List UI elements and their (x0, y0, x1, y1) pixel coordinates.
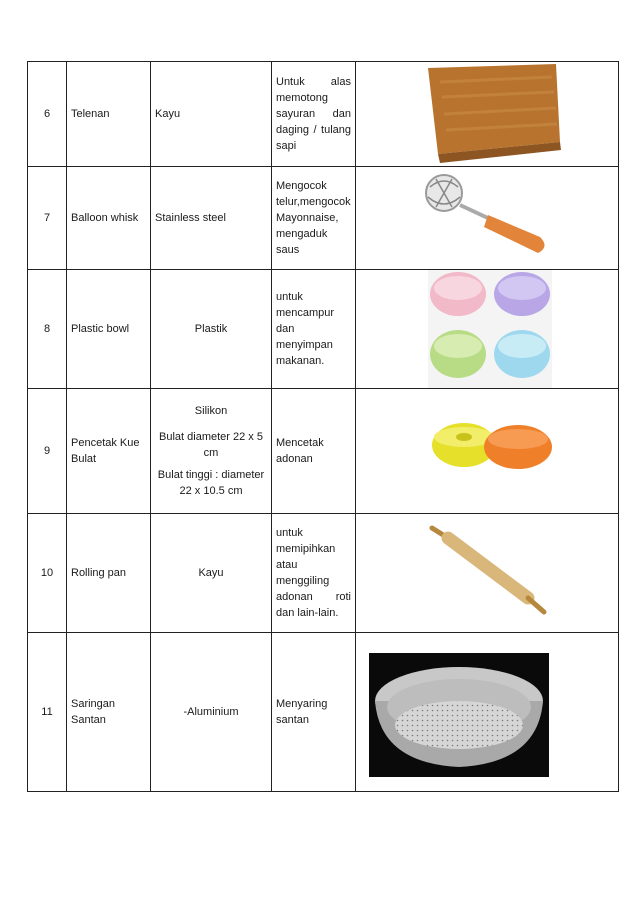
balloon-whisk-image (360, 167, 619, 269)
cutting-board-image (360, 62, 619, 166)
item-material: Kayu (151, 514, 272, 633)
equipment-table (27, 61, 619, 792)
aluminium-strainer-image (360, 633, 619, 791)
table-row (28, 62, 619, 167)
item-material: Silikon Bulat diameter 22 x 5 cm Bulat tinggi : diameter 22 x 10.5 cm (151, 389, 272, 514)
table-row (28, 167, 619, 270)
row-number: 10 (28, 514, 67, 633)
item-use: untuk memipihkan atau menggiling adonan roti dan lain-lain. (272, 514, 356, 633)
item-material: Kayu (151, 62, 272, 167)
row-number: 9 (28, 389, 67, 514)
item-name: Saringan Santan (67, 633, 151, 792)
item-material: Stainless steel (151, 167, 272, 270)
row-number: 6 (28, 62, 67, 167)
item-name: Rolling pan (67, 514, 151, 633)
item-use: Mencetak adonan (272, 389, 356, 514)
table-row (28, 270, 619, 389)
item-use: Menyaring santan (272, 633, 356, 792)
item-material: -Aluminium (151, 633, 272, 792)
table-row (28, 514, 619, 633)
item-image (356, 389, 619, 514)
row-number: 8 (28, 270, 67, 389)
item-image (356, 62, 619, 167)
item-name: Telenan (67, 62, 151, 167)
item-use: Mengocok telur,mengocok Mayonnaise, mengaduk saus (272, 167, 356, 270)
row-number: 7 (28, 167, 67, 270)
item-use: untuk mencampur dan menyimpan makanan. (272, 270, 356, 389)
item-image (356, 633, 619, 792)
item-use: Untuk alas memotong sayuran dan daging / tulang sapi (272, 62, 356, 167)
rolling-pin-image (360, 514, 619, 632)
table-row (28, 389, 619, 514)
item-image (356, 270, 619, 389)
item-image (356, 167, 619, 270)
table-row (28, 633, 619, 792)
row-number: 11 (28, 633, 67, 792)
item-image (356, 514, 619, 633)
item-material: Plastik (151, 270, 272, 389)
silicone-molds-image (360, 389, 619, 513)
plastic-bowls-image (360, 270, 619, 388)
item-name: Balloon whisk (67, 167, 151, 270)
item-name: Plastic bowl (67, 270, 151, 389)
item-name: Pencetak Kue Bulat (67, 389, 151, 514)
